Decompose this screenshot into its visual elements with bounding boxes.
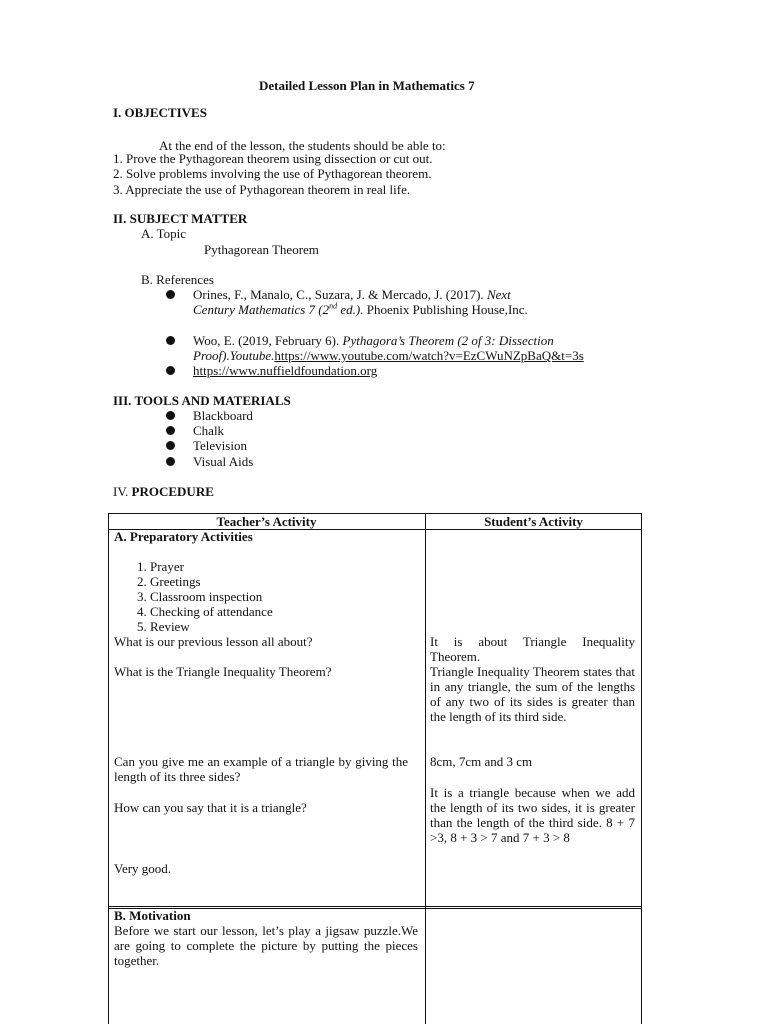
references-label: B. References [141,272,214,287]
col-header-student: Student’s Activity [484,514,583,529]
topic-label: A. Topic [141,226,187,241]
student-answer: 8cm, 7cm and 3 cm [430,754,533,769]
prep-item: 1. Prayer [137,559,184,574]
tool-item: Visual Aids [193,454,254,469]
student-answer: It is about Triangle Inequality Theorem. [430,634,635,664]
tool-item: Television [193,438,247,453]
col-header-teacher: Teacher’s Activity [216,514,317,529]
student-answer: Triangle Inequality Theorem states that in any triangle, the sum of the lengths of any two of its sides is greater than the length of its third side. [430,664,635,724]
motivation-heading: B. Motivation [114,908,191,923]
subject-matter-heading: II. SUBJECT MATTER [113,211,248,226]
tools-heading: III. TOOLS AND MATERIALS [113,393,291,408]
bullet-icon [166,457,175,466]
bullet-icon [166,441,175,450]
objective-item: 3. Appreciate the use of Pythagorean theorem in real life. [113,182,411,197]
teacher-question: Can you give me an example of a triangle by giving the length of its three sides? [114,754,408,784]
nuffield-link[interactable]: https://www.nuffieldfoundation.org [193,363,378,378]
reference-1-line2: Century Mathematics 7 (2nd ed.). Phoenix Publishing House,Inc. [193,301,528,317]
tool-item: Chalk [193,423,225,438]
prep-item: 2. Greetings [137,574,201,589]
student-answer: It is a triangle because when we add the length of its two sides, it is greater than the length of the third side. 8 + 7 >3, 8 + 3 > 7 and 7 + 3 > 8 [430,785,635,845]
teacher-question: How can you say that it is a triangle? [114,800,307,815]
bullet-icon [166,411,175,420]
teacher-question: What is our previous lesson all about? [114,634,313,649]
page-title: Detailed Lesson Plan in Mathematics 7 [259,78,475,93]
reference-2-line2: Proof).Youtube.https://www.youtube.com/watch?v=EzCWuNZpBaQ&t=3s [193,348,584,363]
prep-item: 3. Classroom inspection [137,589,263,604]
prep-item: 5. Review [137,619,190,634]
reference-1-line1: Orines, F., Manalo, C., Suzara, J. & Mercado, J. (2017). Next [193,287,511,302]
youtube-link[interactable]: https://www.youtube.com/watch?v=EzCWuNZpBaQ&t=3s [274,348,584,363]
bullet-icon [166,366,175,375]
reference-2-line1: Woo, E. (2019, February 6). Pythagora’s Theorem (2 of 3: Dissection [193,333,554,348]
procedure-table [108,513,642,1024]
teacher-question: What is the Triangle Inequality Theorem? [114,664,332,679]
prep-item: 4. Checking of attendance [137,604,273,619]
objectives-heading: I. OBJECTIVES [113,105,207,120]
tool-item: Blackboard [193,408,253,423]
bullet-icon [166,336,175,345]
objective-item: 2. Solve problems involving the use of Pythagorean theorem. [113,166,432,181]
bullet-icon [166,290,175,299]
objectives-intro: At the end of the lesson, the students should be able to: [159,138,446,153]
teacher-praise: Very good. [114,861,172,876]
motivation-text: Before we start our lesson, let’s play a jigsaw puzzle.We are going to complete the picture by putting the pieces together. [114,923,418,968]
prep-heading: A. Preparatory Activities [114,529,253,544]
procedure-heading: IV. PROCEDURE [113,484,214,499]
bullet-icon [166,426,175,435]
topic-value: Pythagorean Theorem [204,242,319,257]
objective-item: 1. Prove the Pythagorean theorem using dissection or cut out. [113,151,433,166]
